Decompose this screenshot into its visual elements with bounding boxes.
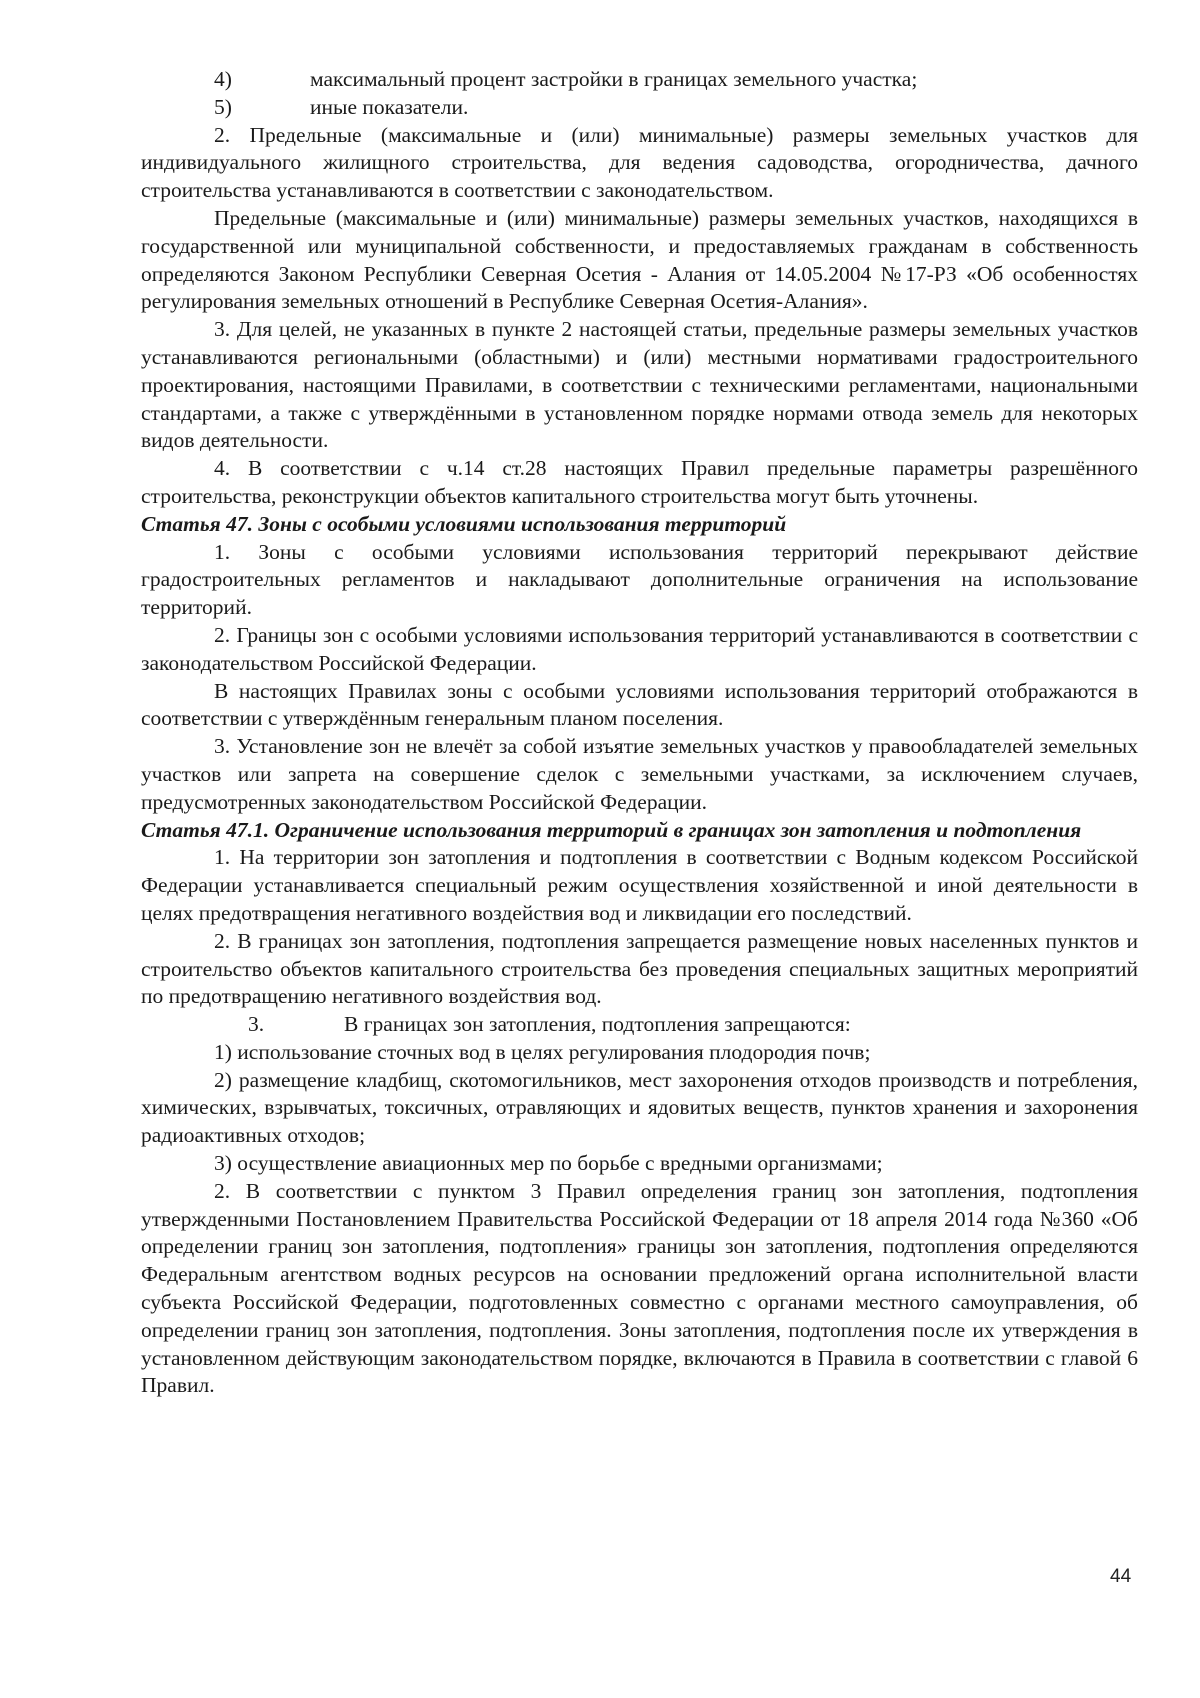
paragraph: 2. В границах зон затопления, подтопления запрещается размещение новых населенных пунктов и строительство объектов капитального строительства без проведения специальных защитных мероприятий по предотвращению негативного воздействия вод.	[141, 928, 1138, 1009]
paragraph: 3. Для целей, не указанных в пункте 2 настоящей статьи, предельные размеры земельных участков устанавливаются региональными (областными) и (или) местными нормативами градостроительного проектирования, настоящими Правилами, в соответствии с техническими регламентами, национальными стандартами, а также с утверждёнными в установленном порядке нормами отвода земель для некоторых видов деятельности.	[141, 317, 1138, 453]
paragraph: 1) использование сточных вод в целях регулирования плодородия почв;	[214, 1039, 871, 1064]
list-item-text: В границах зон затопления, подтопления запрещаются:	[344, 1012, 851, 1037]
paragraph: 2. Предельные (максимальные и (или) минимальные) размеры земельных участков для индивидуального жилищного строительства, для ведения садоводства, огородничества, дачного строительства устанавливаются в соответствии с законодательством.	[141, 122, 1138, 203]
paragraph: 3) осуществление авиационных мер по борьбе с вредными организмами;	[214, 1151, 883, 1176]
list-item-text: иные показатели.	[310, 94, 469, 119]
list-item-number: 3.	[248, 1012, 265, 1037]
paragraph: 2. Границы зон с особыми условиями использования территорий устанавливаются в соответствии с законодательством Российской Федерации.	[141, 622, 1138, 675]
article-47-1-heading: Статья 47.1. Ограничение использования территорий в границах зон затопления и подтопления	[141, 817, 1082, 842]
article-47-heading: Статья 47. Зоны с особыми условиями использования территорий	[141, 511, 787, 536]
paragraph: В настоящих Правилах зоны с особыми условиями использования территорий отображаются в соответствии с утверждённым генеральным планом поселения.	[141, 678, 1138, 731]
paragraph: 1. На территории зон затопления и подтопления в соответствии с Водным кодексом Российской Федерации устанавливается специальный режим осуществления хозяйственной и иной деятельности в целях предотвращения негативного воздействия вод и ликвидации его последствий.	[141, 845, 1138, 925]
list-item-text: максимальный процент застройки в границах земельного участка;	[310, 67, 918, 91]
paragraph: Предельные (максимальные и (или) минимальные) размеры земельных участков, находящихся в государственной или муниципальной собственности, и предоставляемых гражданам в собственность определяются Законом Республики Северная Осетия - Алания от 14.05.2004 №17-РЗ «Об особенностях регулирования земельных отношений в Республике Северная Осетия-Алания».	[141, 205, 1138, 314]
paragraph: 4. В соответствии с ч.14 ст.28 настоящих Правил предельные параметры разрешённого строительства, реконструкции объектов капитального строительства могут быть уточнены.	[141, 456, 1138, 508]
list-item	[141, 94, 1138, 122]
paragraph: 2) размещение кладбищ, скотомогильников, мест захоронения отходов производств и потребления, химических, взрывчатых, токсичных, отравляющих и ядовитых веществ, пунктов хранения и захоронения радиоактивных отходов;	[141, 1067, 1138, 1148]
paragraph: 2. В соответствии с пунктом 3 Правил определения границ зон затопления, подтопления утвержденными Постановлением Правительства Российской Федерации от 18 апреля 2014 года №360 «Об определении границ зон затопления, подтопления» границы зон затопления, подтопления определяются Федеральным агентством водных ресурсов на основании предложений органа исполнительной власти субъекта Российской Федерации, подготовленных совместно с органами местного самоуправления, об определении границ зон затопления, подтопления. Зоны затопления, подтопления после их утверждения в установленном действующим законодательством порядке, включаются в Правила в соответствии с главой 6 Правил.	[141, 1178, 1138, 1398]
paragraph: 3. Установление зон не влечёт за собой изъятие земельных участков у правообладателей земельных участков или запрета на совершение сделок с земельными участками, за исключением случаев, предусмотренных законодательством Российской Федерации.	[141, 734, 1138, 814]
paragraph: 1. Зоны с особыми условиями использования территорий перекрывают действие градостроительных регламентов и накладывают дополнительные ограничения на использование территорий.	[141, 539, 1138, 620]
page-number: 44	[1110, 1566, 1132, 1587]
list-item-number: 4)	[214, 67, 232, 91]
list-item	[141, 66, 1138, 94]
document-page	[141, 66, 1138, 1400]
list-item-number: 5)	[214, 94, 232, 119]
list-item	[141, 1011, 1138, 1039]
